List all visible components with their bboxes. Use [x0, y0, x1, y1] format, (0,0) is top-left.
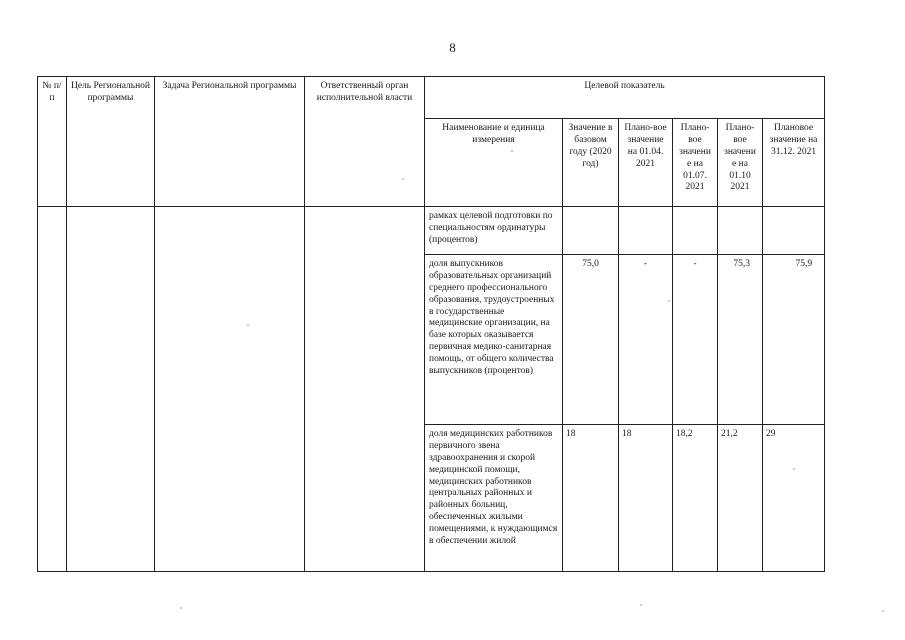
header-indicator: Целевой показатель: [425, 77, 825, 119]
plan-q3: [718, 207, 763, 255]
header-task: Задача Региональной программы: [155, 77, 305, 207]
scan-speck: [511, 150, 513, 152]
plan-q4: [763, 207, 825, 255]
plan-q2: 18,2: [673, 425, 718, 572]
header-plan-0104: Плано-вое значение на 01.04. 2021: [619, 119, 673, 207]
plan-q1: -: [619, 255, 673, 425]
plan-q4: 29: [763, 425, 825, 572]
header-num: № п/п: [38, 77, 67, 207]
base-value: 75,0: [563, 255, 619, 425]
header-name-unit: Наименование и единица измерения: [425, 119, 563, 207]
plan-q1: [619, 207, 673, 255]
base-value: [563, 207, 619, 255]
table-row: [38, 207, 825, 255]
authority-cell: [305, 207, 425, 572]
header-authority: Ответственный орган исполнительной власти: [305, 77, 425, 207]
plan-q3: 21,2: [718, 425, 763, 572]
indicator-name: рамках целевой подготовки по специальностям ординатуры (процентов): [425, 207, 563, 255]
plan-q1: 18: [619, 425, 673, 572]
target-indicators-table: [37, 76, 825, 572]
header-plan-3112: Плановое значение на 31.12. 2021: [763, 119, 825, 207]
goal-cell: [67, 207, 155, 572]
scan-speck: [793, 468, 795, 470]
scan-speck: [640, 604, 642, 606]
header-plan-0110: Плано-вое значени е на 01.10 2021: [718, 119, 763, 207]
header-goal: Цель Региональной программы: [67, 77, 155, 207]
plan-q3: 75,3: [718, 255, 763, 425]
header-plan-0107: Плано-вое значени е на 01.07. 2021: [673, 119, 718, 207]
scan-speck: [402, 178, 404, 180]
scan-speck: [668, 300, 670, 302]
indicator-name: доля медицинских работников первичного звена здравоохранения и скорой медицинской помощи, медицинских работников центральных районных и районных больниц, обеспеченных жилыми помещениями, к нуждающимся в обеспечении жилой: [425, 425, 563, 572]
scan-speck: [180, 607, 182, 609]
num-cell: [38, 207, 67, 572]
header-base-value: Значение в базовом году (2020 год): [563, 119, 619, 207]
page-number: 8: [449, 40, 456, 55]
task-cell: [155, 207, 305, 572]
plan-q2: -: [673, 255, 718, 425]
header-row-top: [38, 77, 825, 119]
scan-speck: [247, 324, 249, 326]
scan-speck: [882, 610, 884, 612]
plan-q2: [673, 207, 718, 255]
indicator-name: доля выпускников образовательных организаций среднего профессионального образования, трудоустроенных в государственные медицинские организации, на базе которых оказывается первичная медико-санитарная помощь, от общего количества выпускников (процентов): [425, 255, 563, 425]
plan-q4: 75,9: [763, 255, 825, 425]
base-value: 18: [563, 425, 619, 572]
